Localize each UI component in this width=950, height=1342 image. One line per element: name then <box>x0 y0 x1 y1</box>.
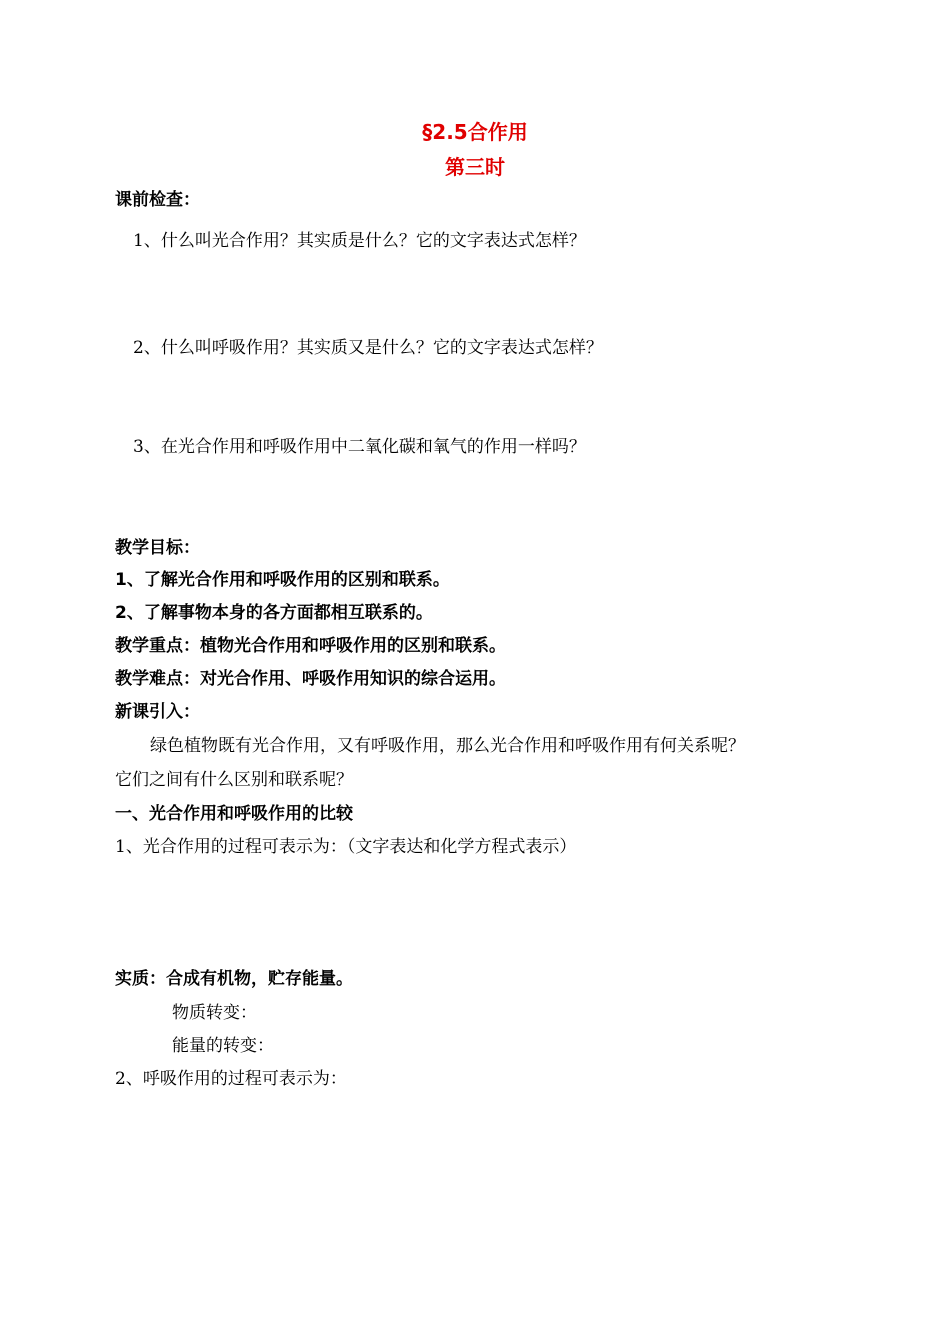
document-title: §2.5合作用 <box>422 120 528 144</box>
section-1-item-1: 1、光合作用的过程可表示为：（文字表达和化学方程式表示） <box>115 837 577 857</box>
essence-line: 实质：合成有机物，贮存能量。 <box>115 969 353 989</box>
key-point: 教学重点：植物光合作用和呼吸作用的区别和联系。 <box>115 636 506 656</box>
document-subtitle: 第三时 <box>445 155 505 179</box>
section-1-heading: 一、光合作用和呼吸作用的比较 <box>115 804 353 824</box>
intro-paragraph-line-1: 绿色植物既有光合作用，又有呼吸作用，那么光合作用和呼吸作用有何关系呢？ <box>150 736 745 756</box>
pre-check-question-2: 2、什么叫呼吸作用？其实质又是什么？它的文字表达式怎样？ <box>133 338 603 358</box>
objectives-heading: 教学目标： <box>115 538 200 558</box>
pre-check-question-1: 1、什么叫光合作用？其实质是什么？它的文字表达式怎样？ <box>133 231 586 251</box>
objective-item-2: 2、了解事物本身的各方面都相互联系的。 <box>115 603 433 623</box>
section-1-item-2: 2、呼吸作用的过程可表示为： <box>115 1069 347 1089</box>
intro-paragraph-line-2: 它们之间有什么区别和联系呢？ <box>115 770 353 790</box>
difficulty: 教学难点：对光合作用、呼吸作用知识的综合运用。 <box>115 669 506 689</box>
pre-check-heading: 课前检查： <box>115 190 200 210</box>
pre-check-question-3: 3、在光合作用和呼吸作用中二氧化碳和氧气的作用一样吗？ <box>133 437 586 457</box>
energy-change: 能量的转变： <box>172 1036 274 1056</box>
objective-item-1: 1、了解光合作用和呼吸作用的区别和联系。 <box>115 570 450 590</box>
matter-change: 物质转变： <box>172 1003 257 1023</box>
intro-heading: 新课引入： <box>115 702 200 722</box>
